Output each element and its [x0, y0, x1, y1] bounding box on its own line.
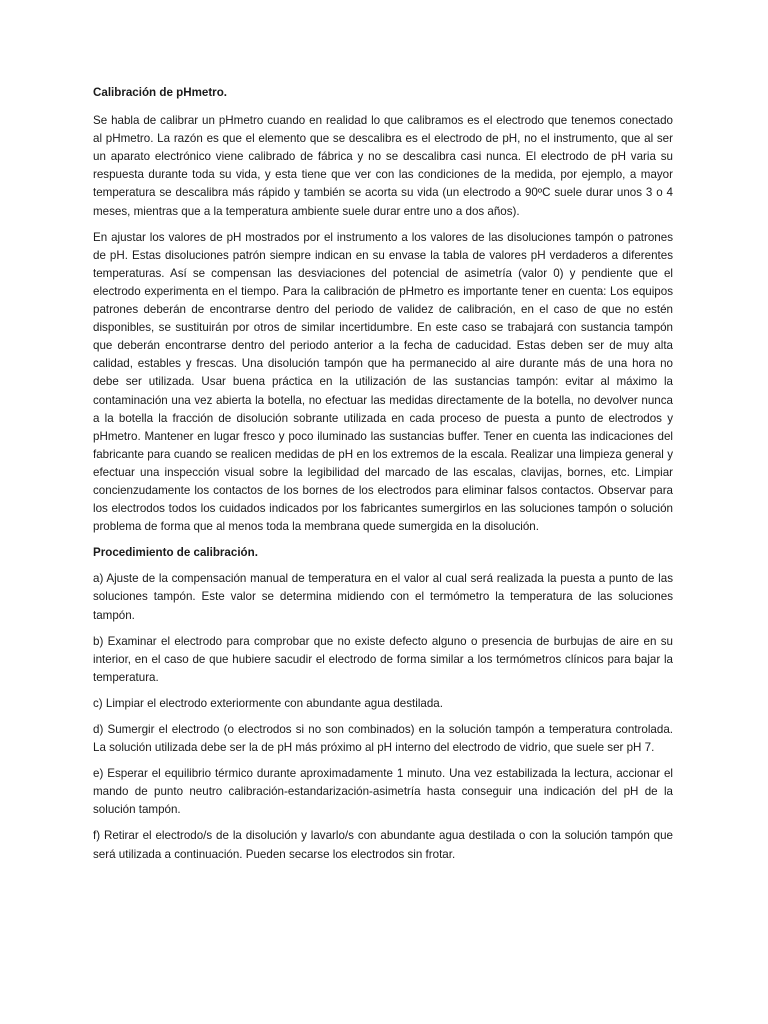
procedure-step-e: e) Esperar el equilibrio térmico durante aproximadamente 1 minuto. Una vez estabilizada la lectura, accionar el mando de punto neutro calibración-estandarización-asimetría hasta conseguir una indicación del pH de la solución tampón.	[93, 767, 673, 817]
document-page	[93, 84, 673, 872]
calibration-paragraph: En ajustar los valores de pH mostrados por el instrumento a los valores de las disoluciones tampón o patrones de pH. Estas disoluciones patrón siempre indican en su envase la tabla de valores pH verdaderos a diferentes temperaturas. Así se compensan las desviaciones del potencial de asimetría (valor 0) y pendiente que el electrodo experimenta en el tiempo. Para la calibración de pHmetro es importante tener en cuenta: Los equipos patrones deberán de encontrarse dentro del periodo de validez de calibración, en el caso de que no estén disponibles, se sustituirán por otros de similar incertidumbre. En este caso se trabajará con sustancia tampón que deberán encontrarse dentro del periodo anterior a la fecha de caducidad. Estas deben ser de muy alta calidad, estables y frescas. Una disolución tampón que ha permanecido al aire durante más de una hora no debe ser utilizada. Usar buena práctica en la utilización de las sustancias tampón: evitar al máximo la contaminación una vez abierta la botella, no efectuar las medidas directamente de la botella, no devolver nunca a la botella la fracción de disolución sobrante utilizada en cada proceso de puesta a punto de electrodos y pHmetro. Mantener en lugar fresco y poco iluminado las sustancias buffer. Tener en cuenta las indicaciones del fabricante para cuando se realicen medidas de pH en los extremos de la escala. Realizar una limpieza general y efectuar una inspección visual sobre la legibilidad del marcado de las escalas, clavijas, bornes, etc. Limpiar concienzudamente los contactos de los bornes de los electrodos para eliminar falsos contactos. Observar para los electrodos todos los cuidados indicados por los fabricantes sumergirlos en las soluciones tampón o solución problema de forma que al menos toda la membrana quede sumergida en la disolución.	[93, 230, 673, 534]
procedure-step-b: b) Examinar el electrodo para comprobar que no existe defecto alguno o presencia de burbujas de aire en su interior, en el caso de que hubiere sacudir el electrodo de forma similar a los termómetros clínicos para bajar la temperatura.	[93, 634, 673, 684]
document-title: Calibración de pHmetro.	[93, 86, 227, 99]
procedure-step-f: f) Retirar el electrodo/s de la disolución y lavarlo/s con abundante agua destilada o con la solución tampón que será utilizada a continuación. Pueden secarse los electrodos sin frotar.	[93, 829, 673, 861]
intro-paragraph: Se habla de calibrar un pHmetro cuando en realidad lo que calibramos es el electrodo que tenemos conectado al pHmetro. La razón es que el elemento que se descalibra es el electrodo de pH, no el instrumento, que al ser un aparato electrónico viene calibrado de fábrica y no se descalibra casi nunca. El electrodo de pH varia su respuesta durante toda su vida, y esta tiene que ver con las condiciones de la medida, por ejemplo, a mayor temperatura se descalibra más rápido y también se acorta su vida (un electrodo a 90ºC suele durar unos 3 o 4 meses, mientras que a la temperatura ambiente suele durar entre uno a dos años).	[93, 114, 673, 218]
procedure-step-c: c) Limpiar el electrodo exteriormente con abundante agua destilada.	[93, 696, 443, 710]
procedure-step-a: a) Ajuste de la compensación manual de temperatura en el valor al cual será realizada la puesta a punto de las soluciones tampón. Este valor se determina midiendo con el termómetro la temperatura de las soluciones tampón.	[93, 572, 673, 622]
procedure-step-d: d) Sumergir el electrodo (o electrodos si no son combinados) en la solución tampón a temperatura controlada. La solución utilizada debe ser la de pH más próximo al pH interno del electrodo de vidrio, que suele ser pH 7.	[93, 723, 673, 755]
procedure-title: Procedimiento de calibración.	[93, 546, 258, 560]
